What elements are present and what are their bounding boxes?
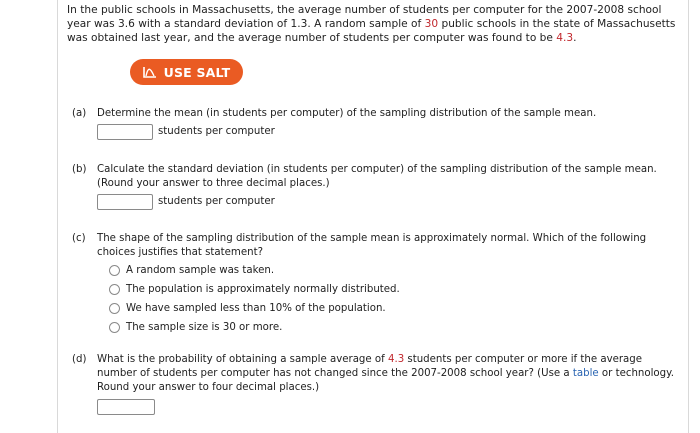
part-d-text-3: or technology. Round your answer to four decimal places.) bbox=[97, 368, 674, 393]
option-label: We have sampled less than 10% of the population. bbox=[126, 302, 386, 314]
option-random-sample[interactable] bbox=[109, 263, 274, 277]
use-salt-button[interactable] bbox=[130, 59, 243, 85]
part-d bbox=[72, 353, 682, 397]
radio-button[interactable] bbox=[109, 284, 120, 295]
radio-button[interactable] bbox=[109, 303, 120, 314]
radio-button[interactable] bbox=[109, 322, 120, 333]
intro-text-2: public schools in the state of Massachusetts was obtained last year, and the average number of students per computer was found to be bbox=[67, 18, 676, 45]
table-link[interactable]: table bbox=[572, 368, 599, 379]
part-d-text-1: What is the probability of obtaining a sample average of bbox=[97, 354, 388, 365]
part-a-unit: students per computer bbox=[158, 126, 275, 137]
part-c-label: (c) bbox=[72, 233, 86, 244]
part-c-text: The shape of the sampling distribution of the sample mean is approximately normal. Which of the following choices justifies that statement? bbox=[97, 233, 647, 258]
intro-text-3: . bbox=[573, 32, 577, 45]
part-b-text: Calculate the standard deviation (in students per computer) of the sampling distribution of the sample mean. (Round your answer to three decimal places.) bbox=[97, 164, 657, 189]
use-salt-label: USE SALT bbox=[163, 64, 231, 80]
part-b-label: (b) bbox=[72, 164, 87, 175]
part-d-answer-input[interactable] bbox=[97, 399, 155, 415]
intro-text-1: In the public schools in Massachusetts, the average number of students per computer for the 2007-2008 school year was 3.6 with a standard deviation of 1.3. A random sample of bbox=[67, 4, 662, 31]
option-population-normal[interactable] bbox=[109, 282, 400, 296]
part-d-label: (d) bbox=[72, 354, 87, 365]
part-d-value: 4.3 bbox=[387, 354, 405, 365]
part-d-text-2: students per computer or more if the average number of students per computer has not changed since the 2007-2008 school year? (Use a bbox=[97, 354, 643, 379]
option-less-than-10-percent[interactable] bbox=[109, 301, 386, 315]
part-c bbox=[72, 232, 682, 262]
sample-size-value: 30 bbox=[424, 18, 439, 31]
option-sample-size-30[interactable] bbox=[109, 320, 282, 334]
option-label: A random sample was taken. bbox=[126, 264, 275, 276]
salt-chart-icon bbox=[143, 66, 157, 78]
part-a-text: Determine the mean (in students per computer) of the sampling distribution of the sample mean. bbox=[97, 108, 597, 119]
option-label: The population is approximately normally distributed. bbox=[126, 283, 400, 295]
part-d-text bbox=[97, 353, 679, 395]
radio-button[interactable] bbox=[109, 265, 120, 276]
sample-mean-value: 4.3 bbox=[556, 32, 574, 45]
part-a-label: (a) bbox=[72, 108, 87, 119]
part-b-unit: students per computer bbox=[158, 196, 275, 207]
problem-statement bbox=[67, 3, 679, 46]
part-a-answer-input[interactable] bbox=[97, 124, 153, 140]
part-b bbox=[72, 163, 682, 193]
part-a bbox=[72, 107, 682, 123]
option-label: The sample size is 30 or more. bbox=[126, 321, 283, 333]
part-b-answer-input[interactable] bbox=[97, 194, 153, 210]
